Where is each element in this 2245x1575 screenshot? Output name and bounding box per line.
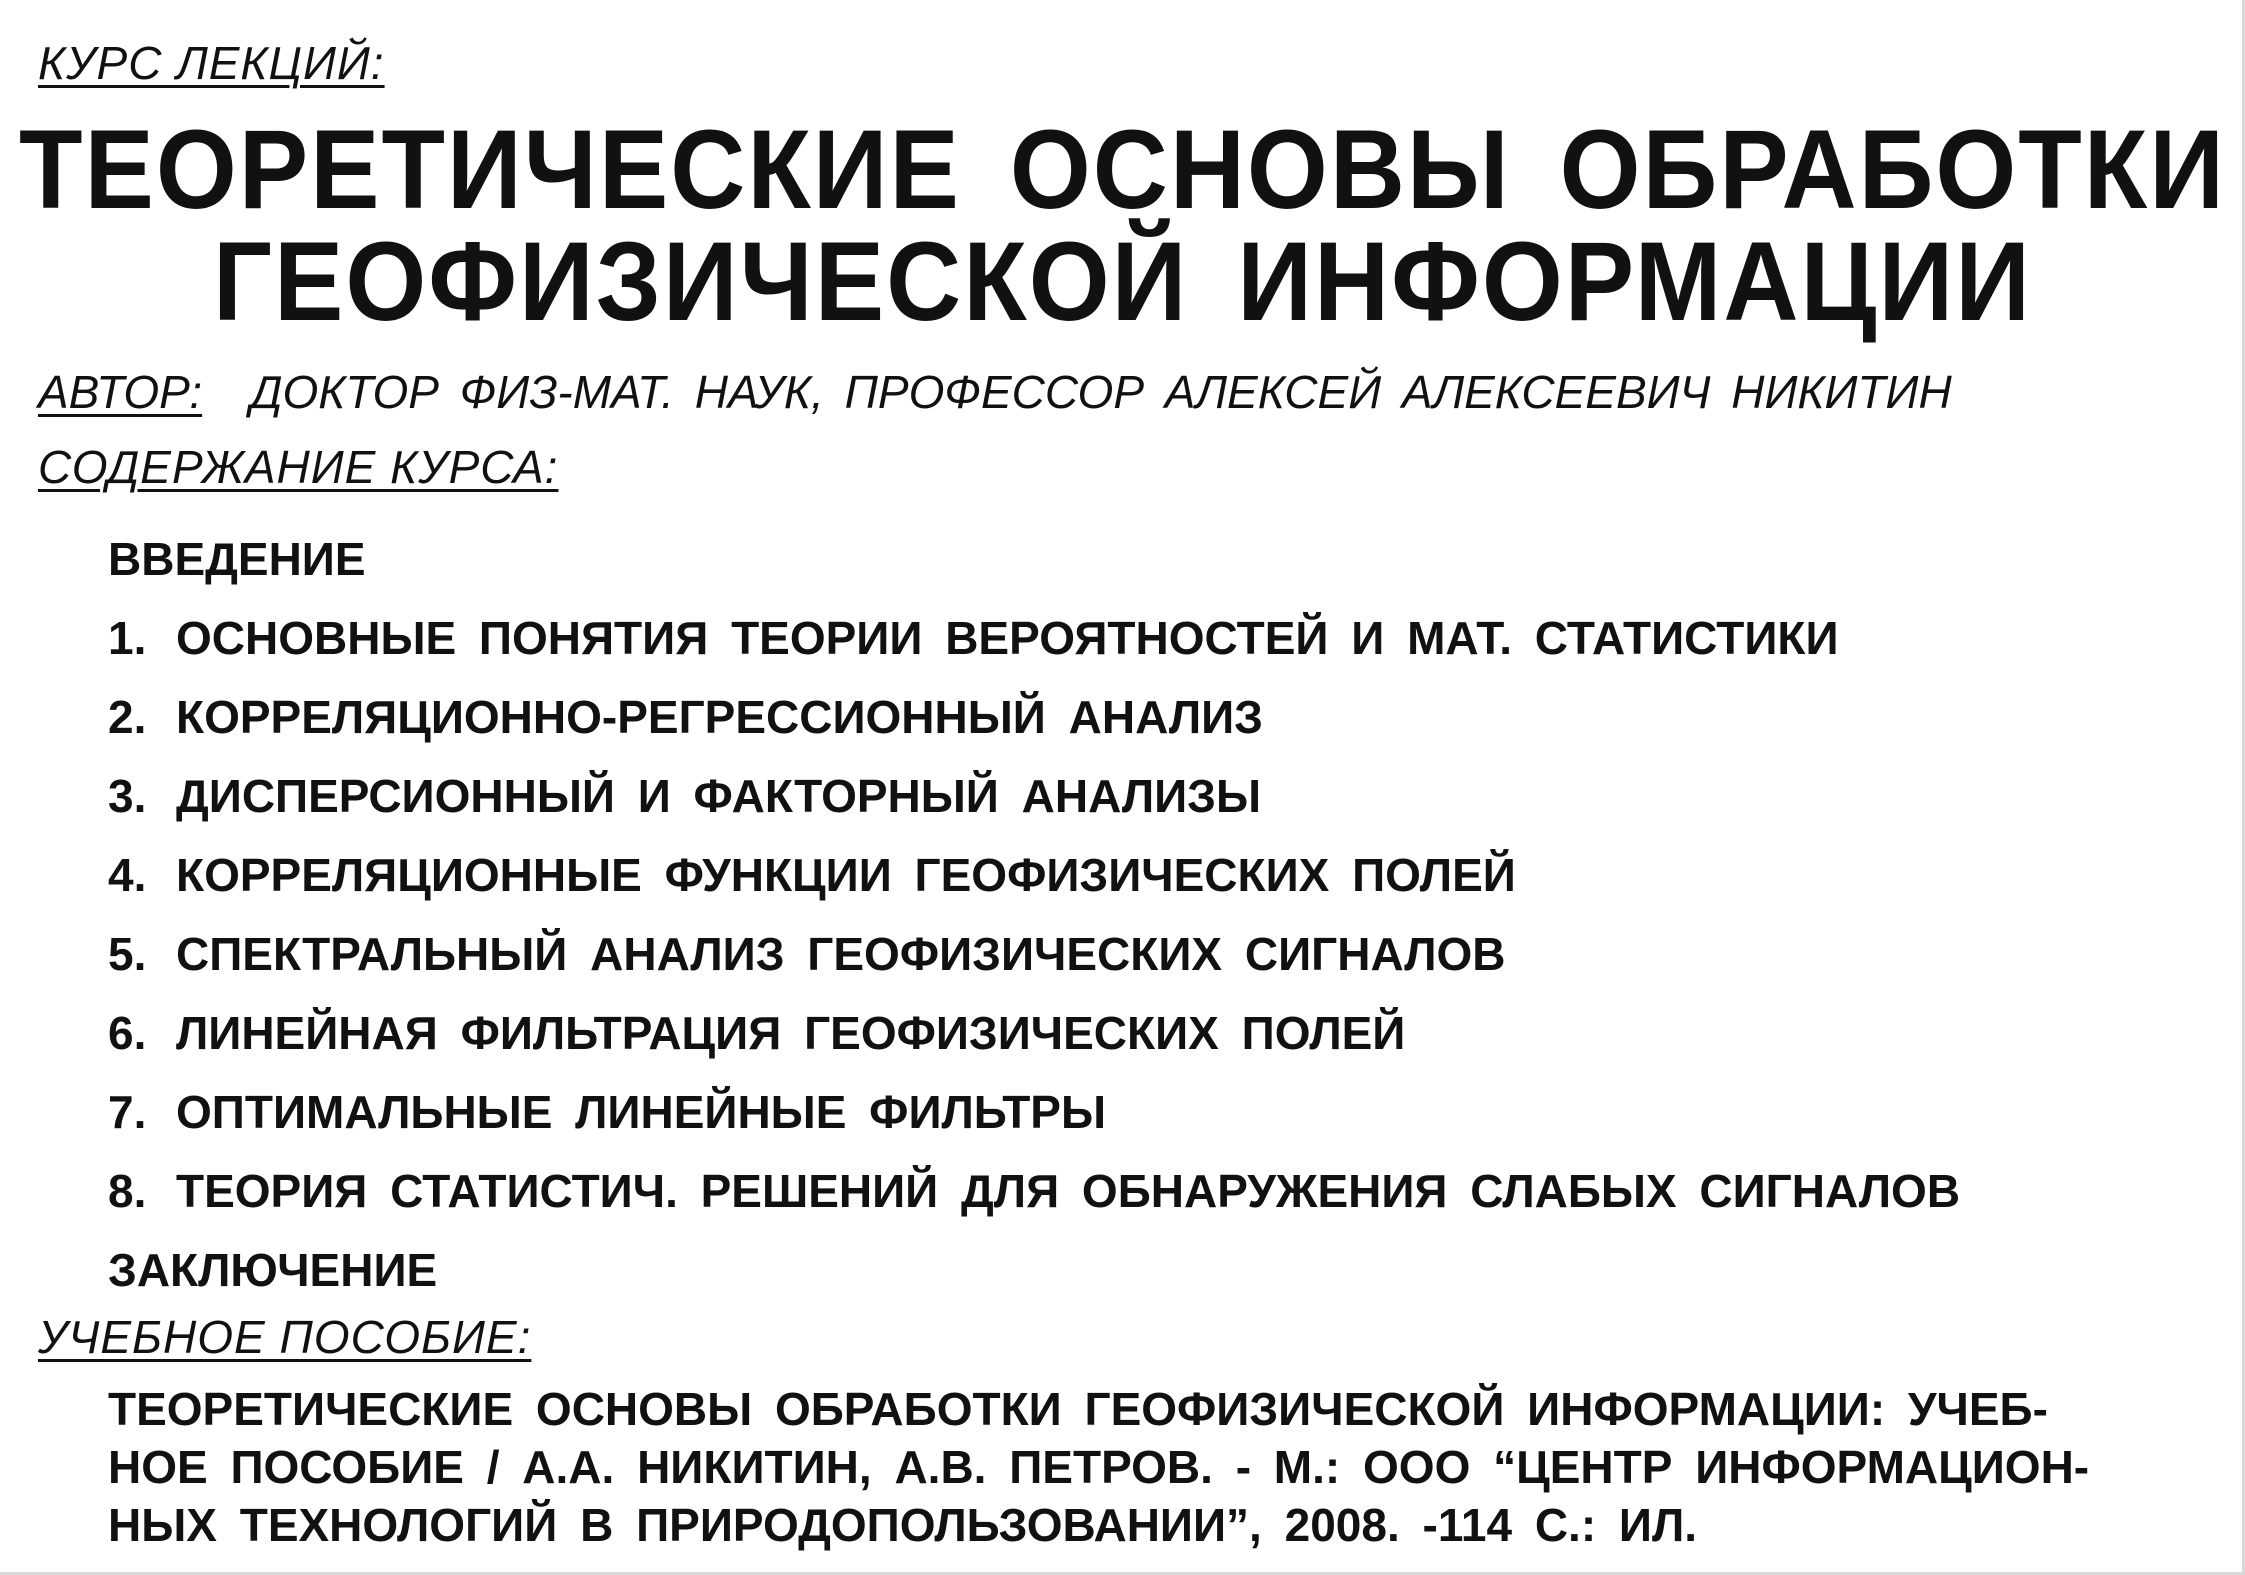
contents-item: [108, 915, 1960, 994]
contents-item: [108, 836, 1960, 915]
page-title-line-2: ГЕОФИЗИЧЕСКОЙ ИНФОРМАЦИИ: [213, 219, 2032, 345]
contents-item: [108, 1073, 1960, 1152]
contents-item-text: ОПТИМАЛЬНЫЕ ЛИНЕЙНЫЕ ФИЛЬТРЫ: [176, 1086, 1107, 1138]
contents-item: [108, 757, 1960, 836]
contents-item-text: СПЕКТРАЛЬНЫЙ АНАЛИЗ ГЕОФИЗИЧЕСКИХ СИГНАЛОВ: [176, 928, 1506, 980]
course-label: КУРС ЛЕКЦИЙ:: [38, 37, 385, 89]
author-label: АВТОР:: [38, 366, 203, 418]
contents-list: [108, 520, 1960, 1310]
page-title-line-1: ТЕОРЕТИЧЕСКИЕ ОСНОВЫ ОБРАБОТКИ: [18, 107, 2227, 233]
contents-item-text: ОСНОВНЫЕ ПОНЯТИЯ ТЕОРИИ ВЕРОЯТНОСТЕЙ И МАТ. СТАТИСТИКИ: [176, 612, 1839, 664]
contents-item: [108, 1152, 1960, 1231]
contents-item-number: 3.: [108, 770, 147, 822]
reference-line: НОЕ ПОСОБИЕ / А.А. НИКИТИН, А.В. ПЕТРОВ. - М.: ООО “ЦЕНТР ИНФОРМАЦИОН-: [108, 1441, 2090, 1493]
contents-item-number: 6.: [108, 1007, 147, 1059]
contents-item-number: 5.: [108, 928, 147, 980]
contents-item-number: 7.: [108, 1086, 147, 1138]
contents-item-text: ДИСПЕРСИОННЫЙ И ФАКТОРНЫЙ АНАЛИЗЫ: [176, 770, 1262, 822]
contents-label: СОДЕРЖАНИЕ КУРСА:: [38, 441, 559, 493]
contents-item: [108, 599, 1960, 678]
author-text: ДОКТОР ФИЗ-МАТ. НАУК, ПРОФЕССОР АЛЕКСЕЙ АЛЕКСЕЕВИЧ НИКИТИН: [250, 366, 1952, 418]
contents-item-number: 4.: [108, 849, 147, 901]
author-row: [38, 365, 1952, 419]
contents-item: [108, 994, 1960, 1073]
contents-item-number: 1.: [108, 612, 147, 664]
contents-item-text: КОРРЕЛЯЦИОННЫЕ ФУНКЦИИ ГЕОФИЗИЧЕСКИХ ПОЛЕЙ: [176, 849, 1516, 901]
reference-line: ТЕОРЕТИЧЕСКИЕ ОСНОВЫ ОБРАБОТКИ ГЕОФИЗИЧЕСКОЙ ИНФОРМАЦИИ: УЧЕБ-: [108, 1383, 2048, 1435]
contents-item-text: КОРРЕЛЯЦИОННО-РЕГРЕССИОННЫЙ АНАЛИЗ: [176, 691, 1264, 743]
textbook-label: УЧЕБНОЕ ПОСОБИЕ:: [38, 1311, 532, 1363]
contents-intro: ВВЕДЕНИЕ: [108, 533, 366, 585]
contents-item-text: ТЕОРИЯ СТАТИСТИЧ. РЕШЕНИЙ ДЛЯ ОБНАРУЖЕНИЯ СЛАБЫХ СИГНАЛОВ: [176, 1165, 1961, 1217]
contents-item: [108, 678, 1960, 757]
contents-item-text: ЛИНЕЙНАЯ ФИЛЬТРАЦИЯ ГЕОФИЗИЧЕСКИХ ПОЛЕЙ: [176, 1007, 1406, 1059]
contents-item-number: 8.: [108, 1165, 147, 1217]
contents-conclusion: ЗАКЛЮЧЕНИЕ: [108, 1244, 438, 1296]
textbook-reference: [108, 1380, 2208, 1554]
contents-item-number: 2.: [108, 691, 147, 743]
reference-line: НЫХ ТЕХНОЛОГИЙ В ПРИРОДОПОЛЬЗОВАНИИ”, 2008. -114 С.: ИЛ.: [108, 1499, 1698, 1551]
